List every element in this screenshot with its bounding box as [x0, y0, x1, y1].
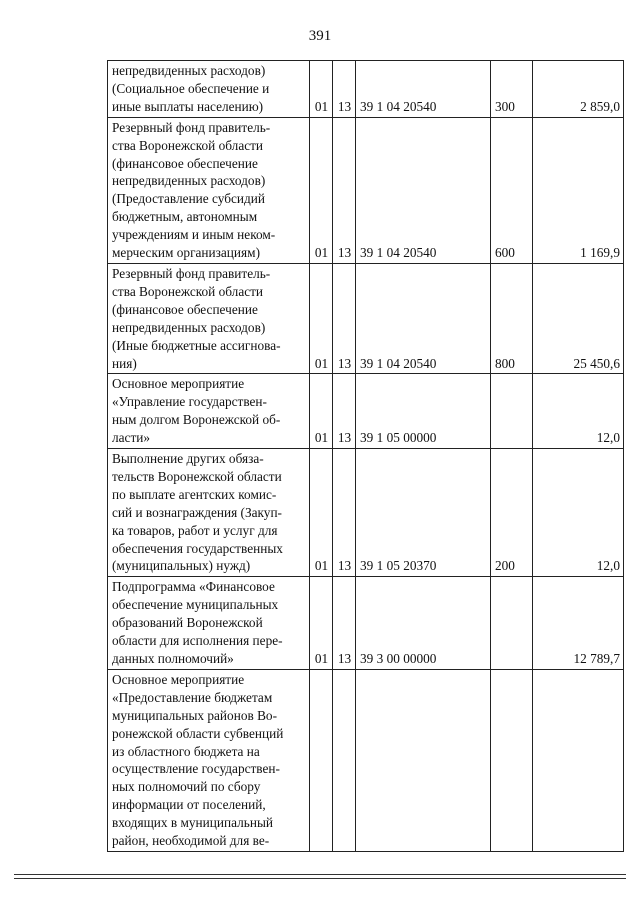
item-name-cell: Резервный фонд правитель- ства Воронежской области (финансовое обеспечение непредвиденных расходов) (Предоставление субсидий бюджетным, автономным учреждениям и иным неком- мерческим организациям)	[108, 117, 310, 263]
page-number: 391	[308, 28, 332, 44]
section-cell: 01	[310, 577, 333, 670]
subsection-cell: 13	[333, 577, 356, 670]
target-code-cell	[356, 669, 491, 851]
table-row	[108, 61, 624, 118]
amount-cell: 1 169,9	[533, 117, 624, 263]
section-cell	[310, 669, 333, 851]
subsection-cell	[333, 669, 356, 851]
section-cell: 01	[310, 263, 333, 373]
subsection-cell: 13	[333, 374, 356, 449]
target-code-cell: 39 1 04 20540	[356, 117, 491, 263]
expense-type-cell: 600	[491, 117, 533, 263]
subsection-cell: 13	[333, 61, 356, 118]
amount-cell: 12 789,7	[533, 577, 624, 670]
item-name-cell: Основное мероприятие «Предоставление бюджетам муниципальных районов Во- ронежской области субвенций из областного бюджета на осуществление государствен- ных полномочий по сбору информации от поселений, входящих в муниципальный район, необходимой для ве-	[108, 669, 310, 851]
amount-cell: 12,0	[533, 449, 624, 577]
amount-cell: 12,0	[533, 374, 624, 449]
target-code-cell: 39 3 00 00000	[356, 577, 491, 670]
item-name-cell: Резервный фонд правитель- ства Воронежской области (финансовое обеспечение непредвиденных расходов) (Иные бюджетные ассигнова- ния)	[108, 263, 310, 373]
table-row	[108, 117, 624, 263]
amount-cell: 25 450,6	[533, 263, 624, 373]
table-row	[108, 374, 624, 449]
expense-type-cell: 200	[491, 449, 533, 577]
target-code-cell: 39 1 05 00000	[356, 374, 491, 449]
table-row	[108, 449, 624, 577]
expense-type-cell	[491, 577, 533, 670]
target-code-cell: 39 1 04 20540	[356, 61, 491, 118]
item-name-cell: непредвиденных расходов) (Социальное обеспечение и иные выплаты населению)	[108, 61, 310, 118]
section-cell: 01	[310, 61, 333, 118]
target-code-cell: 39 1 04 20540	[356, 263, 491, 373]
table-row	[108, 577, 624, 670]
item-name-cell: Выполнение других обяза- тельств Воронежской области по выплате агентских комис- сий и вознаграждения (Закуп- ка товаров, работ и услуг для обеспечения государственных (муниципальных) нужд)	[108, 449, 310, 577]
subsection-cell: 13	[333, 117, 356, 263]
section-cell: 01	[310, 449, 333, 577]
table-row	[108, 263, 624, 373]
amount-cell	[533, 669, 624, 851]
expense-type-cell: 800	[491, 263, 533, 373]
expense-type-cell	[491, 669, 533, 851]
section-cell: 01	[310, 117, 333, 263]
budget-table	[107, 60, 624, 852]
budget-table-body	[108, 61, 624, 852]
target-code-cell: 39 1 05 20370	[356, 449, 491, 577]
amount-cell: 2 859,0	[533, 61, 624, 118]
expense-type-cell: 300	[491, 61, 533, 118]
subsection-cell: 13	[333, 449, 356, 577]
table-row	[108, 669, 624, 851]
section-cell: 01	[310, 374, 333, 449]
item-name-cell: Основное мероприятие «Управление государствен- ным долгом Воронежской об- ласти»	[108, 374, 310, 449]
subsection-cell: 13	[333, 263, 356, 373]
footer-rule	[14, 878, 626, 879]
expense-type-cell	[491, 374, 533, 449]
item-name-cell: Подпрограмма «Финансовое обеспечение муниципальных образований Воронежской области для исполнения пере- данных полномочий»	[108, 577, 310, 670]
footer-rule	[14, 874, 626, 875]
